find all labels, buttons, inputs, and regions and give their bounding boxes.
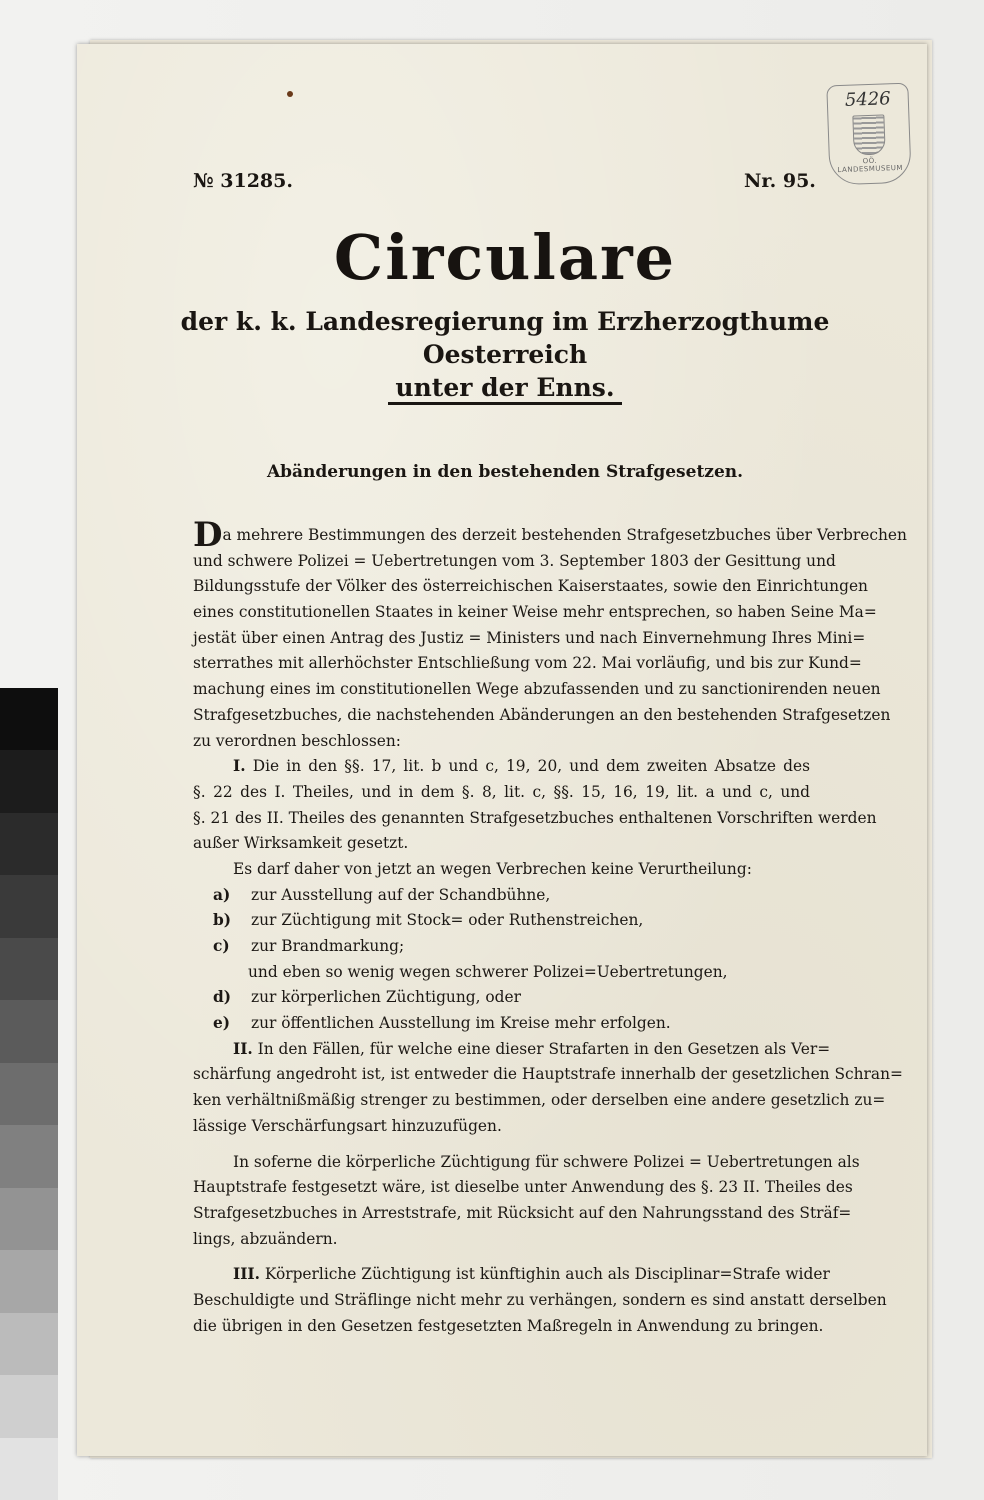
text-line: ken verhältnißmäßig strenger zu bestimmen, oder derselben eine andere gesetzlich zu= xyxy=(193,1091,886,1110)
text-line: Bildungsstufe der Völker des österreichischen Kaiserstaates, sowie den Einrichtungen xyxy=(193,577,868,596)
section-label: I. xyxy=(233,757,246,776)
list-item: c) zur Brandmarkung; xyxy=(213,937,405,955)
text-line: zu verordnen beschlossen: xyxy=(193,731,401,750)
document-title: Circulare xyxy=(333,221,677,294)
text-line: Es darf daher von jetzt an wegen Verbrechen keine Verurtheilung: xyxy=(233,859,752,878)
text-line: lings, abzuändern. xyxy=(193,1229,338,1248)
text-line: Da mehrere Bestimmungen des derzeit bestehenden Strafgesetzbuches über Verbrechen xyxy=(193,515,907,555)
text-line: machung eines im constitutionellen Wege abzufassenden und zu sanctionirenden neuen xyxy=(193,680,881,699)
circular-number: Nr. 95. xyxy=(744,170,816,192)
list-item: d) zur körperlichen Züchtigung, oder xyxy=(213,988,521,1007)
list-item: e) zur öffentlichen Ausstellung im Kreise mehr erfolgen. xyxy=(213,1014,671,1033)
text-line: I. Die in den §§. 17, lit. b und c, 19, 20, und dem zweiten Absatze des xyxy=(233,757,810,776)
text-line: II. In den Fällen, für welche eine dieser Strafarten in den Gesetzen als Ver= xyxy=(233,1039,831,1058)
document-subtitle xyxy=(180,305,830,404)
text-line: lässige Verschärfungsart hinzuzufügen. xyxy=(193,1116,502,1135)
document-number: № 31285. xyxy=(193,170,293,192)
drop-cap: D xyxy=(193,515,223,555)
section-label: III. xyxy=(233,1265,260,1284)
text-line: die übrigen in den Gesetzen festgesetzten Maßregeln in Anwendung zu bringen. xyxy=(193,1316,824,1335)
section-label: II. xyxy=(233,1039,253,1058)
text-line: schärfung angedroht ist, ist entweder die Hauptstrafe innerhalb der gesetzlichen Schran= xyxy=(193,1065,903,1084)
text-line: In soferne die körperliche Züchtigung für schwere Polizei = Uebertretungen als xyxy=(233,1152,860,1171)
text-line: und eben so wenig wegen schwerer Polizei=Uebertretungen, xyxy=(248,962,728,981)
color-calibration-strip xyxy=(0,688,58,1500)
shield-icon xyxy=(852,114,885,155)
text-line: Hauptstrafe festgesetzt wäre, ist dieselbe unter Anwendung des §. 23 II. Theiles des xyxy=(193,1178,853,1197)
text-line: außer Wirksamkeit gesetzt. xyxy=(193,834,409,853)
text-line: Strafgesetzbuches in Arreststrafe, mit Rücksicht auf den Nahrungsstand des Sträf= xyxy=(193,1203,852,1222)
text-line: eines constitutionellen Staates in keiner Weise mehr entsprechen, so haben Seine Ma= xyxy=(193,603,877,622)
title-rule xyxy=(388,402,622,405)
ink-spot xyxy=(287,91,293,97)
list-item: b) zur Züchtigung mit Stock= oder Ruthenstreichen, xyxy=(213,911,644,930)
museum-stamp xyxy=(826,83,911,186)
text-line: jestät über einen Antrag des Justiz = Ministers und nach Einvernehmung Ihres Mini= xyxy=(193,628,866,647)
text-line: §. 21 des II. Theiles des genannten Strafgesetzbuches enthaltenen Vorschriften werden xyxy=(193,808,877,827)
text-line: Beschuldigte und Sträflinge nicht mehr zu verhängen, sondern es sind anstatt derselben xyxy=(193,1290,887,1309)
subtitle-line-1: der k. k. Landesregierung im Erzherzogthume Oesterreich xyxy=(180,307,830,369)
list-item: a) zur Ausstellung auf der Schandbühne, xyxy=(213,885,551,904)
inventory-number: 5426 xyxy=(844,88,892,111)
subtitle-line-2: unter der Enns. xyxy=(395,373,615,402)
document-body xyxy=(193,515,907,1339)
text-line: §. 22 des I. Theiles, und in dem §. 8, lit. c, §§. 15, 16, 19, lit. a und c, und xyxy=(193,782,810,801)
stamp-text: OÖ. LANDESMUSEUM xyxy=(837,156,904,175)
text-line: und schwere Polizei = Uebertretungen vom 3. September 1803 der Gesittung und xyxy=(193,551,836,570)
section-heading: Abänderungen in den bestehenden Strafgesetzen. xyxy=(266,462,744,482)
text-line: sterrathes mit allerhöchster Entschließung vom 22. Mai vorläufig, und bis zur Kund= xyxy=(193,654,862,673)
text-line: Strafgesetzbuches, die nachstehenden Abänderungen an den bestehenden Strafgesetzen xyxy=(193,705,891,724)
text-line: III. Körperliche Züchtigung ist künftighin auch als Disciplinar=Strafe wider xyxy=(233,1265,830,1284)
